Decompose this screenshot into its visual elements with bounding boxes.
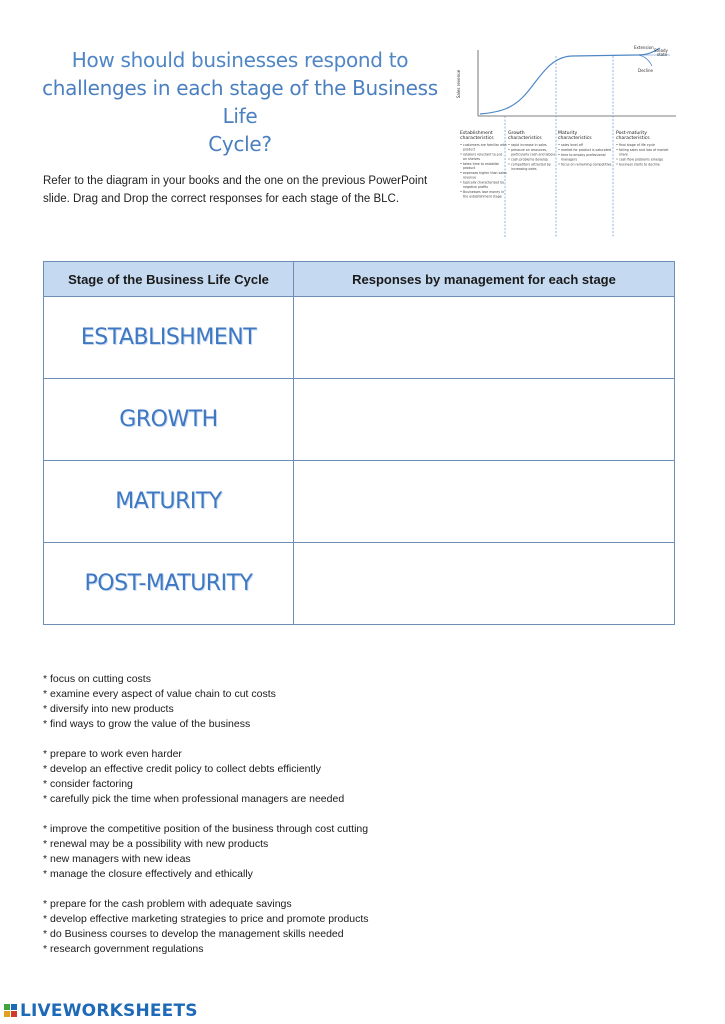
diagram-bullet-marker: • <box>508 148 510 152</box>
diagram-bullet-text: sales level off <box>561 143 583 147</box>
diagram-bullet-marker: • <box>460 180 462 185</box>
diagram-bullet-text: pressure on resources, <box>511 148 548 152</box>
stage-column-header: Stage of the Business Life Cycle <box>44 262 294 297</box>
draggable-response[interactable]: * develop an effective credit policy to collect debts efficiently <box>43 763 322 775</box>
page-title <box>40 46 440 158</box>
diagram-curve <box>480 48 660 114</box>
response-group <box>43 822 543 882</box>
diagram-bullet-text: Businesses lose money in <box>463 190 505 194</box>
stage-label: POST-MATURITY <box>84 571 253 596</box>
diagram-bullet-marker: • <box>558 153 560 157</box>
diagram-label-decline: Decline <box>638 68 653 73</box>
draggable-response[interactable]: * find ways to grow the value of the business <box>43 718 251 730</box>
table-header-row <box>44 262 675 297</box>
diagram-bullet-marker: • <box>460 161 462 166</box>
draggable-response[interactable]: * focus on cutting costs <box>43 673 151 685</box>
diagram-column-subheading: characteristics <box>460 136 494 141</box>
stage-cell-maturity <box>44 461 294 543</box>
table-row <box>44 461 675 543</box>
diagram-bullet-text: typically characterised by <box>463 180 505 185</box>
draggable-response[interactable]: * carefully pick the time when professional managers are needed <box>43 793 345 805</box>
draggable-response[interactable]: * examine every aspect of value chain to cut costs <box>43 688 276 700</box>
table-row <box>44 379 675 461</box>
logo-text: LIVEWORKSHEETS <box>20 1001 198 1021</box>
draggable-response[interactable]: * diversify into new products <box>43 703 174 715</box>
response-group <box>43 747 543 807</box>
diagram-bullet-text: negative profits <box>463 185 489 189</box>
title-line-2: challenges in each stage of the Business Life <box>42 76 438 128</box>
diagram-bullet-text: time to employ professional <box>561 153 606 157</box>
responses-bank <box>43 672 543 972</box>
drop-zone-growth[interactable] <box>294 379 675 461</box>
diagram-bullet-marker: • <box>460 143 462 147</box>
diagram-bullet-marker: • <box>508 143 510 147</box>
diagram-column-heading: Post-maturity <box>616 131 647 136</box>
diagram-column-heading: Growth <box>508 131 525 136</box>
response-group <box>43 672 543 732</box>
diagram-bullet-text: revenue <box>463 175 477 180</box>
diagram-bullet-text: focus on remaining competitive <box>561 162 612 167</box>
stage-cell-establishment <box>44 297 294 379</box>
draggable-response[interactable]: * develop effective marketing strategies to price and promote products <box>43 913 369 925</box>
diagram-column-subheading: characteristics <box>558 136 592 141</box>
diagram-label-state: state <box>657 52 668 57</box>
table-row <box>44 543 675 625</box>
responses-column-header: Responses by management for each stage <box>294 262 675 297</box>
draggable-response[interactable]: * improve the competitive position of the business through cost cutting <box>43 823 369 835</box>
draggable-response[interactable]: * research government regulations <box>43 943 204 955</box>
stage-label: MATURITY <box>115 489 222 514</box>
diagram-bullet-text: increasing sales <box>511 166 537 171</box>
instructions-text: Refer to the diagram in your books and the one on the previous PowerPoint slide. Drag and Drop the correct responses for each stage of the BLC. <box>43 175 428 205</box>
diagram-bullet-text: business starts to decline <box>619 162 660 167</box>
diagram-bullet-marker: • <box>508 162 510 167</box>
title-line-1: How should businesses respond to <box>71 48 409 72</box>
diagram-bullet-marker: • <box>616 162 618 167</box>
diagram-bullet-marker: • <box>508 157 510 162</box>
diagram-bullet-text: managers <box>561 157 577 162</box>
diagram-column-subheading: characteristics <box>616 136 650 141</box>
diagram-bullet-marker: • <box>460 171 462 176</box>
stages-table <box>43 261 675 625</box>
diagram-label-extension: Extension <box>634 45 654 50</box>
diagram-decline-curve <box>638 55 652 66</box>
drop-zone-maturity[interactable] <box>294 461 675 543</box>
diagram-bullet-text: product <box>463 166 476 171</box>
draggable-response[interactable]: * prepare for the cash problem with adequate savings <box>43 898 292 910</box>
diagram-bullet-marker: • <box>558 143 560 147</box>
title-line-3: Cycle? <box>208 132 272 156</box>
diagram-y-axis-label: Sales revenue <box>456 69 461 99</box>
draggable-response[interactable]: * consider factoring <box>43 778 133 790</box>
diagram-bullet-marker: • <box>558 148 560 152</box>
draggable-response[interactable]: * manage the closure effectively and ethically <box>43 868 253 880</box>
diagram-bullet-marker: • <box>558 162 560 167</box>
diagram-bullet-text: competitors attracted by <box>511 162 551 167</box>
diagram-bullet-text: final stage of life cycle <box>619 143 655 147</box>
diagram-bullet-marker: • <box>460 152 462 157</box>
liveworksheets-logo[interactable] <box>4 1000 198 1022</box>
diagram-bullet-text: cash problems develop <box>511 157 548 162</box>
diagram-column-subheading: characteristics <box>508 136 542 141</box>
diagram-bullet-text: retailers reluctant to put <box>463 152 502 157</box>
response-group <box>43 897 543 957</box>
drop-zone-post-maturity[interactable] <box>294 543 675 625</box>
diagram-label-steady: Steady <box>654 48 668 53</box>
liveworksheets-logo-icon <box>4 1004 18 1018</box>
diagram-bullet-text: market for product is saturated <box>561 148 611 152</box>
diagram-bullet-text: on shelves <box>463 156 481 161</box>
diagram-bullet-text: the establishment stage <box>463 194 502 199</box>
draggable-response[interactable]: * do Business courses to develop the management skills needed <box>43 928 344 940</box>
diagram-bullet-marker: • <box>616 157 618 162</box>
diagram-column-heading: Establishment <box>460 131 493 136</box>
diagram-bullet-text: expenses higher than sales <box>463 171 507 176</box>
diagram-bullet-text: cash flow problems emerge <box>619 157 664 162</box>
diagram-bullet-text: falling sales and loss of market <box>619 148 669 152</box>
diagram-bullet-text: rapid increase in sales <box>511 143 547 147</box>
diagram-bullet-text: share <box>619 152 628 157</box>
table-row <box>44 297 675 379</box>
drop-zone-establishment[interactable] <box>294 297 675 379</box>
stage-cell-growth <box>44 379 294 461</box>
stage-label: ESTABLISHMENT <box>80 325 257 350</box>
diagram-column-heading: Maturity <box>558 131 578 136</box>
diagram-bullet-text: product <box>463 147 476 152</box>
diagram-bullet-marker: • <box>616 143 618 147</box>
stage-label: GROWTH <box>119 407 218 432</box>
diagram-bullet-marker: • <box>616 148 618 152</box>
stage-cell-post-maturity <box>44 543 294 625</box>
draggable-response[interactable]: * renewal may be a possibility with new products <box>43 838 269 850</box>
diagram-bullet-text: takes time to establish <box>463 161 500 166</box>
diagram-bullet-text: particularly cash and labour <box>511 152 556 157</box>
diagram-bullet-marker: • <box>460 190 462 194</box>
draggable-response[interactable]: * prepare to work even harder <box>43 748 182 760</box>
business-life-cycle-diagram <box>448 42 680 242</box>
draggable-response[interactable]: * new managers with new ideas <box>43 853 191 865</box>
diagram-bullet-text: customers are familiar with <box>463 143 507 147</box>
